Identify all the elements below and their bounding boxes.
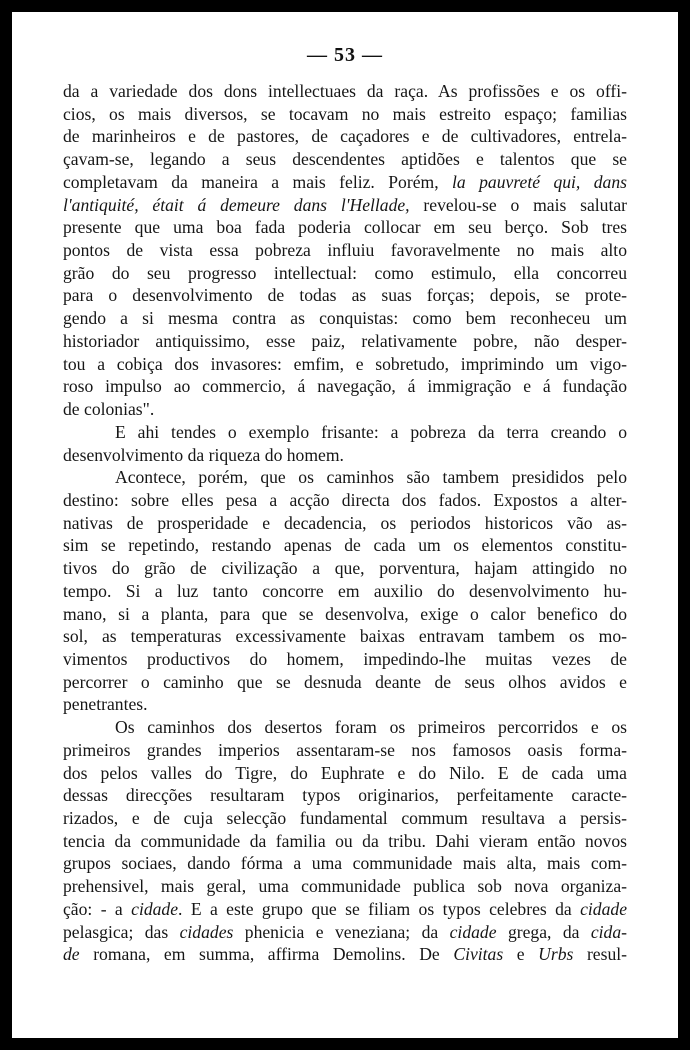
text-line: mano, si a planta, para que se desenvolva, exige o calor benefico do [63,603,627,624]
text-line: tivos do grão de civilização a que, porventura, hajam attingido no [63,558,627,579]
text-line: completavam da maneira a mais feliz. Porém, la pauvreté qui, dans [63,171,627,192]
text-line: de marinheiros e de pastores, de caçadores e de cultivadores, entrela- [63,126,627,147]
text-line: nativas de prosperidade e decadencia, os periodos historicos vão as- [63,512,627,533]
text-line: primeiros grandes imperios assentaram-se nos famosos oasis forma- [63,739,627,760]
text-line: l'antiquité, était á demeure dans l'Hellade, revelou-se o mais salutar [63,194,627,215]
text-line: pontos de vista essa pobreza influiu favoravelmente no mais alto [63,240,627,261]
text-line: roso impulso ao commercio, á navegação, á immigração e á fundação [63,376,627,397]
text-line: pelasgica; das cidades phenicia e veneziana; da cidade grega, da cida- [63,921,627,942]
text-line: desenvolvimento da riqueza do homem. [63,444,344,465]
text-line: E ahi tendes o exemplo frisante: a pobreza da terra creando o [115,421,627,442]
text-line: destino: sobre elles pesa a acção directa dos fados. Expostos a alter- [63,489,627,510]
text-line: ção: - a cidade. E a este grupo que se filiam os typos celebres da cidade [63,898,628,919]
text-line: cios, os mais diversos, se tocavam no mais estreito espaço; familias [63,103,627,124]
text-line: grupos sociaes, dando fórma a uma communidade mais alta, mais com- [63,853,627,874]
text-line: dessas direcções resultaram typos originarios, perfeitamente caracte- [63,785,627,806]
text-line: percorrer o caminho que se desnuda deante de seus olhos avidos e [63,671,627,692]
text-line: presente que uma boa fada poderia collocar em seu berço. Sob tres [63,217,627,238]
paragraph-4 [63,716,627,966]
text-line: para o desenvolvimento de todas as suas forças; depois, se prote- [63,285,627,306]
body-text [63,80,627,966]
text-line: historiador antiquissimo, esse paiz, relativamente pobre, não desper- [63,330,627,351]
text-line: dos pelos valles do Tigre, do Euphrate e do Nilo. E de cada uma [63,762,627,783]
text-line: tempo. Si a luz tanto concorre em auxilio do desenvolvimento hu- [63,580,627,601]
text-line: grão do seu progresso intellectual: como estimulo, ella concorreu [63,262,627,283]
text-line: tencia da communidade da familia ou da tribu. Dahi vieram então novos [63,830,627,851]
paragraph-2 [63,421,627,466]
paragraph-1 [63,80,627,421]
book-page [12,12,678,1038]
text-line: penetrantes. [63,694,148,715]
text-line: çavam-se, legando a seus descendentes aptidões e talentos que se [63,149,627,170]
text-line: de colonias". [63,399,155,420]
text-line: Acontece, porém, que os caminhos são tambem presididos pelo [115,467,627,488]
text-line: sim se repetindo, restando apenas de cada um os elementos constitu- [63,535,627,556]
paragraph-3 [63,466,627,716]
page-number: — 53 — [307,44,383,66]
text-line: vimentos productivos do homem, impedindo-lhe muitas vezes de [63,648,627,669]
text-line: prehensivel, mais geral, uma communidade publica sob nova organiza- [63,876,627,897]
text-line: de romana, em summa, affirma Demolins. De Civitas e Urbs resul- [63,944,627,965]
text-line: tou a cobiça dos invasores: emfim, e sobretudo, imprimindo um vigo- [63,353,627,374]
text-line: Os caminhos dos desertos foram os primeiros percorridos e os [115,717,627,738]
text-line: sol, as temperaturas excessivamente baixas entravam tambem os mo- [63,626,627,647]
text-line: da a variedade dos dons intellectuaes da raça. As profissões e os offi- [63,81,627,101]
text-line: rizados, e de cuja selecção fundamental commum resultava a persis- [63,808,627,828]
text-line: gendo a si mesma contra as conquistas: como bem reconheceu um [63,308,627,329]
